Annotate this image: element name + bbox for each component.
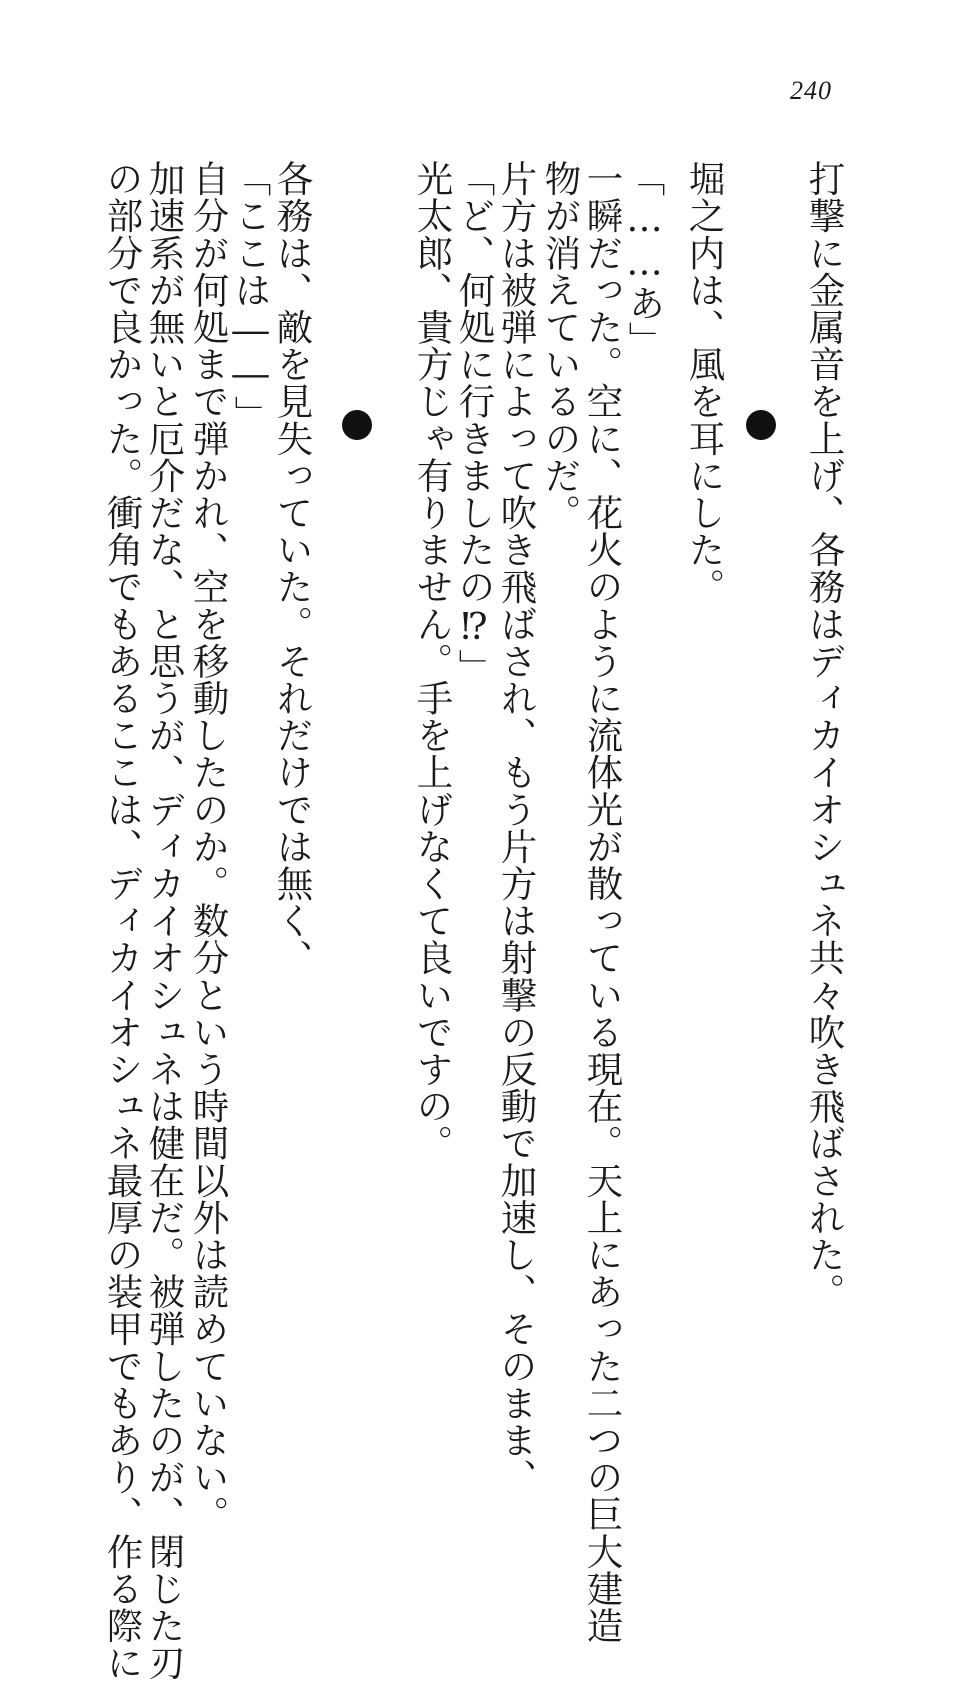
text-line-11: 自分が何処まで弾かれ、空を移動したのか。数分という時間以外は読めていない。 [187, 160, 230, 1533]
text-line-12: 加速系が無いと厄介だな、と思うが、ディカイオシュネは健在だ。被弾したのが、閉じた刃 [143, 160, 186, 1681]
text-line-5: 物が消えているのだ。 [539, 160, 582, 531]
text-line-13: の部分で良かった。衝角でもあるここは、ディカイオシュネ最厚の装甲でもあり、作る際に [101, 160, 144, 1681]
text-line-1: 打撃に金属音を上げ、各務はディカイオシュネ共々吹き飛ばされた。 [803, 160, 846, 1311]
text-line-2: 堀之内は、風を耳にした。 [683, 160, 726, 606]
text-line-7: 「ど、何処に行きましたの⁉」 [453, 160, 496, 686]
scene-break-dot-right [746, 410, 776, 440]
page-number: 240 [790, 76, 832, 105]
text-line-8: 光太郎、貴方じゃ有りません。手を上げなくて良いですの。 [411, 160, 454, 1162]
text-line-10: 「ここは――」 [229, 160, 272, 433]
text-line-6: 片方は被弾によって吹き飛ばされ、もう片方は射撃の反動で加速し、そのまま、 [495, 160, 538, 1496]
text-line-9: 各務は、敵を見失っていた。それだけでは無く、 [271, 160, 314, 977]
scene-break-dot-left [342, 410, 372, 440]
text-line-4: 一瞬だった。空に、花火のように流体光が散っている現在。天上にあった二つの巨大建造 [581, 160, 624, 1644]
text-line-3: 「……あ」 [623, 160, 666, 359]
